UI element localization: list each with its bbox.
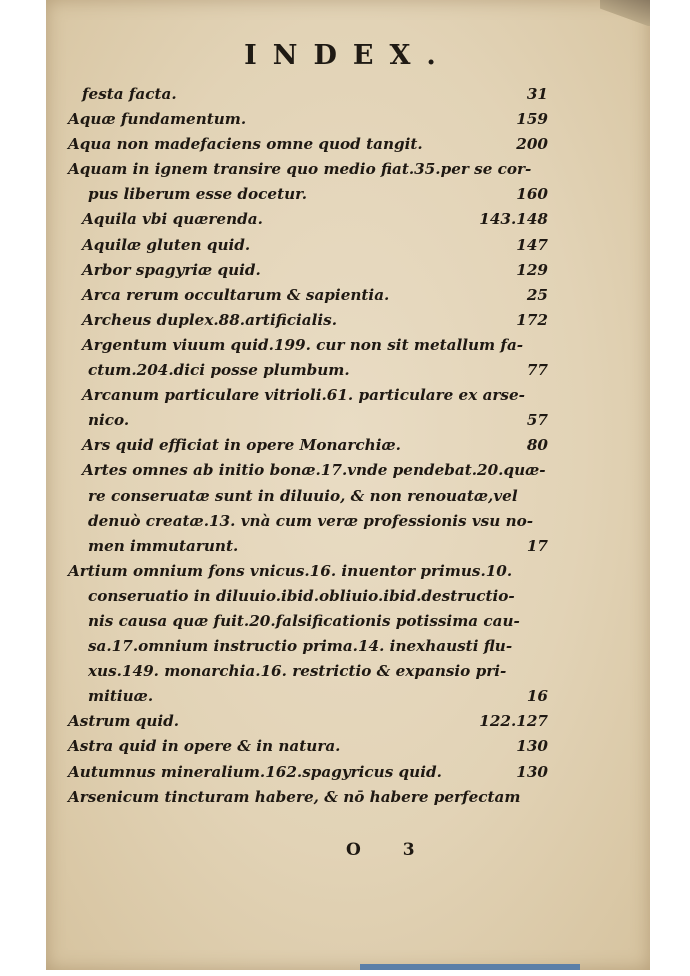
entry-line bbox=[68, 458, 548, 483]
entry-line bbox=[68, 157, 548, 182]
index-entry bbox=[68, 458, 548, 558]
entry-text: Arcanum particulare vitrioli.61. particulare ex arse- bbox=[82, 386, 525, 405]
index-entry bbox=[68, 760, 548, 785]
entry-text: denuò creatæ.13. vnà cum veræ professionis vsu no- bbox=[88, 511, 534, 530]
entry-text: Archeus duplex.88.artificialis. bbox=[82, 310, 337, 329]
entry-line bbox=[68, 82, 548, 107]
page-number: 200 bbox=[516, 135, 548, 154]
entry-text: nico. bbox=[88, 411, 130, 430]
page-number: 159 bbox=[516, 110, 548, 129]
page-number: 160 bbox=[516, 185, 548, 204]
entry-text: Arca rerum occultarum & sapientia. bbox=[82, 285, 390, 304]
entry-line bbox=[68, 684, 548, 709]
entry-line bbox=[68, 258, 548, 283]
index-entries bbox=[68, 82, 548, 810]
entry-text: Argentum viuum quid.199. cur non sit metallum fa- bbox=[82, 335, 524, 354]
entry-text: Arsenicum tincturam habere, & nō habere perfectam bbox=[68, 787, 521, 806]
index-entry bbox=[68, 132, 548, 157]
entry-line bbox=[68, 734, 548, 759]
entry-line bbox=[68, 584, 548, 609]
entry-line bbox=[68, 107, 548, 132]
entry-text: men immutarunt. bbox=[88, 536, 239, 555]
entry-line bbox=[68, 433, 548, 458]
entry-text: re conseruatæ sunt in diluuio, & non renouatæ,vel bbox=[88, 486, 518, 505]
index-entry bbox=[68, 308, 548, 333]
entry-line bbox=[68, 785, 548, 810]
entry-text: Artium omnium fons vnicus.16. inuentor primus.10. bbox=[68, 561, 513, 580]
entry-line bbox=[68, 358, 548, 383]
entry-line bbox=[68, 333, 548, 358]
entry-text: Aquilæ gluten quid. bbox=[82, 235, 251, 254]
entry-line bbox=[68, 132, 548, 157]
page-number: 77 bbox=[526, 361, 548, 380]
entry-line bbox=[68, 534, 548, 559]
index-entry bbox=[68, 333, 548, 383]
page-title: INDEX. bbox=[244, 40, 452, 71]
page-number: 129 bbox=[516, 260, 548, 279]
index-entry bbox=[68, 734, 548, 759]
index-entry bbox=[68, 709, 548, 734]
index-entry bbox=[68, 383, 548, 433]
index-entry bbox=[68, 258, 548, 283]
entry-text: Aquila vbi quærenda. bbox=[82, 210, 263, 229]
entry-text: Artes omnes ab initio bonæ.17.vnde pendebat.20.quæ- bbox=[82, 461, 546, 480]
entry-text: mitiuæ. bbox=[88, 687, 154, 706]
entry-text: Arbor spagyriæ quid. bbox=[82, 260, 261, 279]
index-entry bbox=[68, 207, 548, 232]
signature-mark: O 3 bbox=[346, 840, 433, 860]
index-entry bbox=[68, 559, 548, 710]
page-number: 122.127 bbox=[479, 712, 548, 731]
entry-line bbox=[68, 283, 548, 308]
index-entry bbox=[68, 82, 548, 107]
entry-text: Aqua non madefaciens omne quod tangit. bbox=[68, 135, 423, 154]
entry-text: pus liberum esse docetur. bbox=[88, 185, 308, 204]
entry-text: xus.149. monarchia.16. restrictio & expansio pri- bbox=[88, 662, 507, 681]
book-page bbox=[46, 0, 650, 970]
entry-text: festa facta. bbox=[82, 85, 177, 103]
entry-text: conseruatio in diluuio.ibid.obliuio.ibid.destructio- bbox=[88, 586, 515, 605]
entry-line bbox=[68, 760, 548, 785]
page-number: 25 bbox=[526, 285, 548, 304]
entry-line bbox=[68, 182, 548, 207]
entry-text: nis causa quæ fuit.20.falsificationis potissima cau- bbox=[88, 611, 520, 630]
entry-line bbox=[68, 509, 548, 534]
entry-text: Astrum quid. bbox=[68, 712, 180, 731]
index-entry bbox=[68, 107, 548, 132]
page-number: 147 bbox=[516, 235, 548, 254]
index-entry bbox=[68, 283, 548, 308]
entry-text: sa.17.omnium instructio prima.14. inexhausti flu- bbox=[88, 637, 513, 656]
entry-line bbox=[68, 559, 548, 584]
entry-text: ctum.204.dici posse plumbum. bbox=[88, 361, 350, 380]
page-number: 17 bbox=[526, 536, 548, 555]
index-entry bbox=[68, 785, 548, 810]
entry-line bbox=[68, 308, 548, 333]
entry-text: Autumnus mineralium.162.spagyricus quid. bbox=[68, 762, 442, 781]
page-number: 130 bbox=[516, 737, 548, 756]
index-entry bbox=[68, 433, 548, 458]
entry-text: Aquæ fundamentum. bbox=[68, 110, 247, 129]
entry-text: Ars quid efficiat in opere Monarchiæ. bbox=[82, 436, 401, 455]
page-number: 143.148 bbox=[479, 210, 548, 229]
index-entry bbox=[68, 157, 548, 207]
entry-line bbox=[68, 709, 548, 734]
page-number: 57 bbox=[526, 411, 548, 430]
scan-edge-strip bbox=[360, 964, 580, 970]
entry-text: Aquam in ignem transire quo medio fiat.35.per se cor- bbox=[68, 160, 532, 179]
entry-line bbox=[68, 207, 548, 232]
page-number: 16 bbox=[526, 687, 548, 706]
entry-line bbox=[68, 634, 548, 659]
page-corner-fold bbox=[600, 0, 650, 26]
page-number: 31 bbox=[526, 85, 548, 103]
entry-line bbox=[68, 233, 548, 258]
entry-line bbox=[68, 408, 548, 433]
entry-line bbox=[68, 383, 548, 408]
entry-line bbox=[68, 484, 548, 509]
entry-line bbox=[68, 659, 548, 684]
page-number: 80 bbox=[526, 436, 548, 455]
index-entry bbox=[68, 233, 548, 258]
page-number: 172 bbox=[516, 310, 548, 329]
entry-line bbox=[68, 609, 548, 634]
page-number: 130 bbox=[516, 762, 548, 781]
entry-text: Astra quid in opere & in natura. bbox=[68, 737, 341, 756]
